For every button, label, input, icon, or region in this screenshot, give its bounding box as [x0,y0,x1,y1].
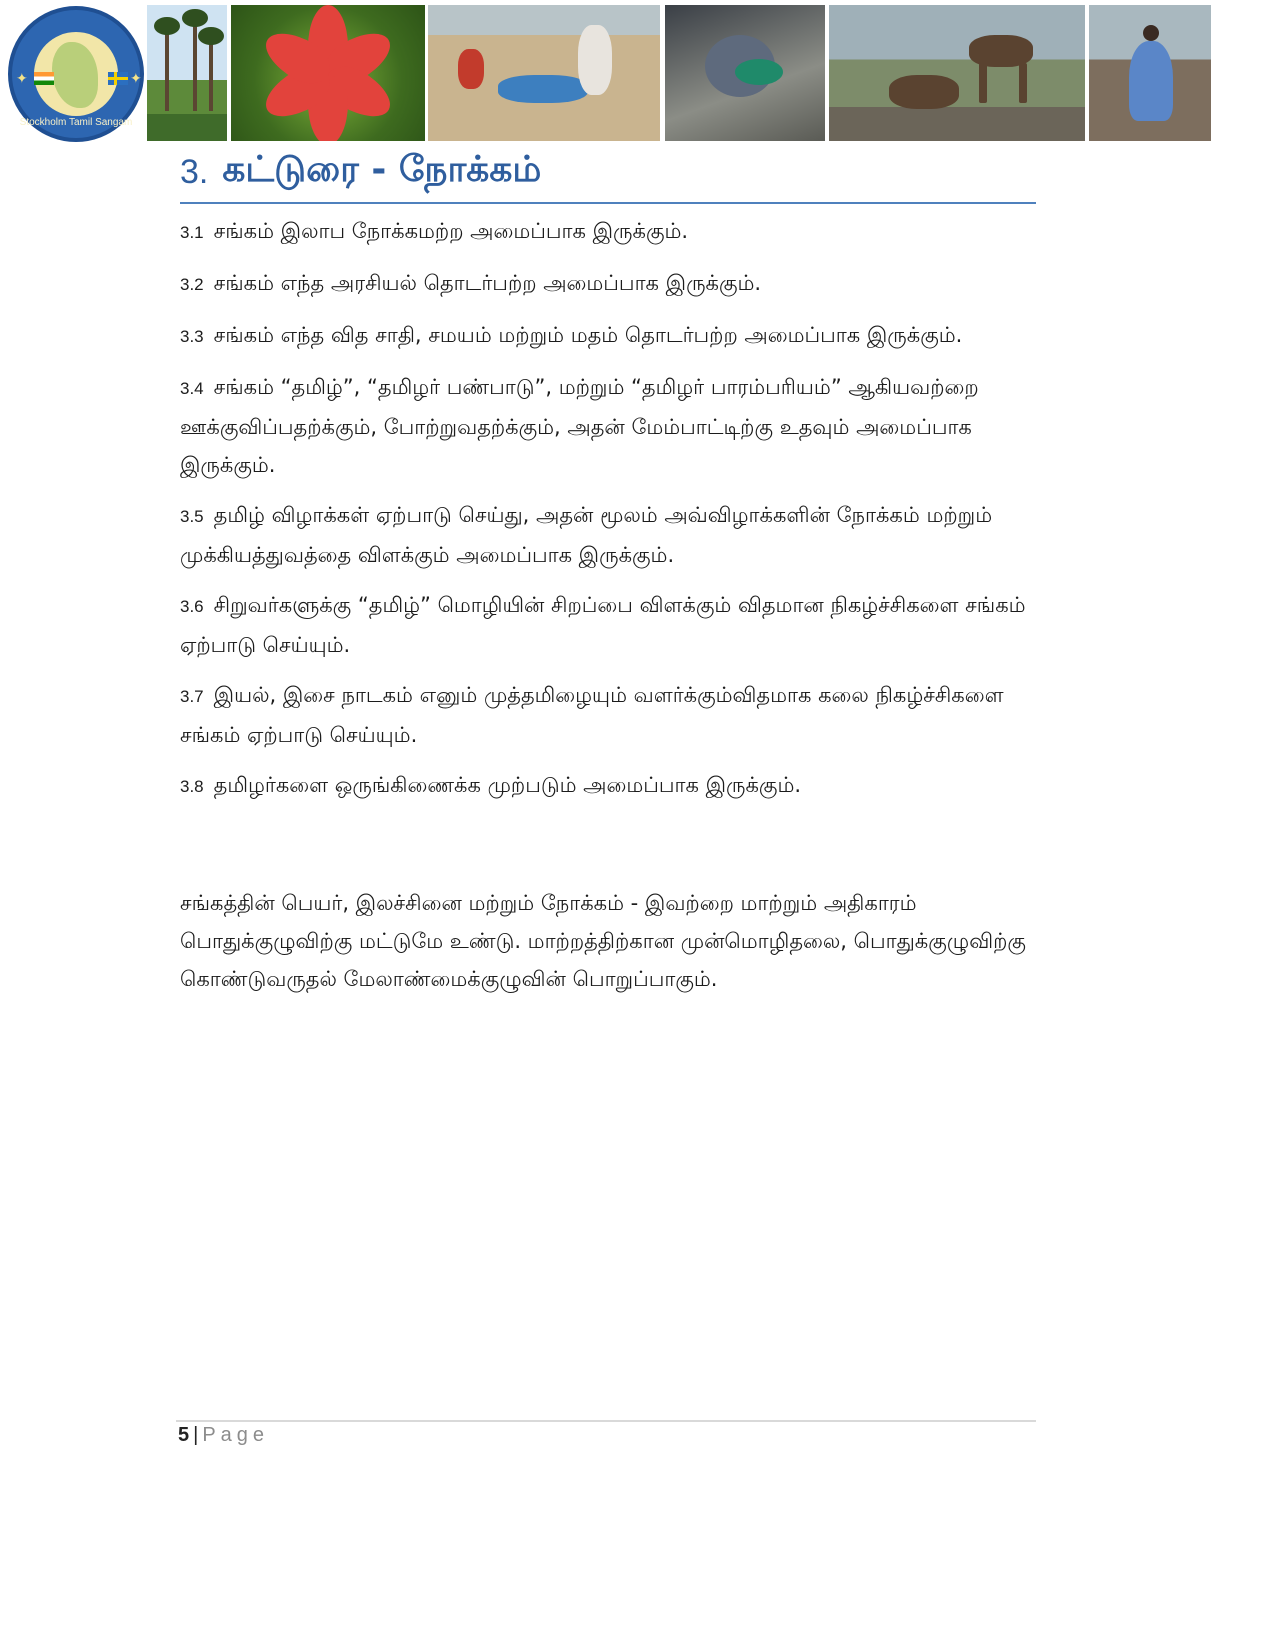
logo-caption: Stockholm Tamil Sangam [19,117,133,128]
objectives-list [180,212,1036,818]
objective-item [180,676,1036,754]
objective-number: 3.4 [180,379,204,398]
page-footer [178,1424,269,1447]
page-label: Page [202,1424,270,1446]
banner-photo-bharatanatyam-dancer [1089,5,1211,141]
star-icon: ✦ [16,71,28,87]
objective-number: 3.7 [180,687,204,706]
objective-text: சங்கம் “தமிழ்”, “தமிழர் பண்பாடு”, மற்றும் “தமிழர் பாரம்பரியம்” ஆகியவற்றை ஊக்குவிப்பதற்க்கும், போற்றுவதற்க்கும், அதன் மேம்பாட்டிற்கு உதவும் அமைப்பாக இருக்கும். [180,375,979,477]
objective-item [180,368,1036,484]
objective-number: 3.8 [180,777,204,796]
footer-divider [176,1420,1036,1422]
objective-number: 3.6 [180,597,204,616]
sangam-logo [8,6,144,142]
section-heading [180,142,1036,204]
banner-photo-nilgiri-tahr [829,5,1085,141]
sweden-flag-icon [108,72,128,85]
amendment-note: சங்கத்தின் பெயர், இலச்சினை மற்றும் நோக்கம் - இவற்றை மாற்றும் அதிகாரம் பொதுக்குழுவிற்கு மட்டுமே உண்டு. மாற்றத்திற்கான முன்மொழிதலை, பொதுக்குழுவிற்கு கொண்டுவருதல் மேலாண்மைக்குழுவின் பொறுப்பாகும். [180,891,1026,991]
objective-text: இயல், இசை நாடகம் எனும் முத்தமிழையும் வளர்க்கும்விதமாக கலை நிகழ்ச்சிகளை சங்கம் ஏற்பாடு செய்யும். [180,683,1004,747]
banner-photo-kabaddi-players [428,5,660,141]
objective-item [180,212,1036,252]
objective-number: 3.5 [180,507,204,526]
objective-text: தமிழர்களை ஒருங்கிணைக்க முற்படும் அமைப்பாக இருக்கும். [213,773,802,797]
objective-text: சங்கம் எந்த அரசியல் தொடர்பற்ற அமைப்பாக இருக்கும். [213,271,762,295]
objective-item [180,316,1036,356]
star-icon: ✦ [130,71,142,87]
footer-separator: | [193,1424,199,1446]
objective-item [180,496,1036,574]
banner-photo-glory-lily-flower [231,5,425,141]
banner-photo-palm-trees [147,5,227,141]
section-title: கட்டுரை - நோக்கம் [222,149,542,190]
objective-text: தமிழ் விழாக்கள் ஏற்பாடு செய்து, அதன் மூலம் அவ்விழாக்களின் நோக்கம் மற்றும் முக்கியத்துவத்தை விளக்கும் அமைப்பாக இருக்கும். [180,503,993,567]
objective-text: சிறுவர்களுக்கு “தமிழ்” மொழியின் சிறப்பை விளக்கும் விதமான நிகழ்ச்சிகளை சங்கம் ஏற்பாடு செய்யும். [180,593,1026,657]
objective-item [180,264,1036,304]
page-number: 5 [178,1424,190,1446]
objective-item [180,766,1036,806]
objective-text: சங்கம் இலாப நோக்கமற்ற அமைப்பாக இருக்கும். [213,219,689,243]
objective-number: 3.1 [180,223,204,242]
objective-number: 3.3 [180,327,204,346]
banner-photo-emerald-dove [665,5,825,141]
objective-item [180,586,1036,664]
india-flag-icon [34,72,54,85]
objective-number: 3.2 [180,275,204,294]
objective-text: சங்கம் எந்த வித சாதி, சமயம் மற்றும் மதம் தொடர்பற்ற அமைப்பாக இருக்கும். [213,323,963,347]
section-number: 3. [180,152,209,191]
